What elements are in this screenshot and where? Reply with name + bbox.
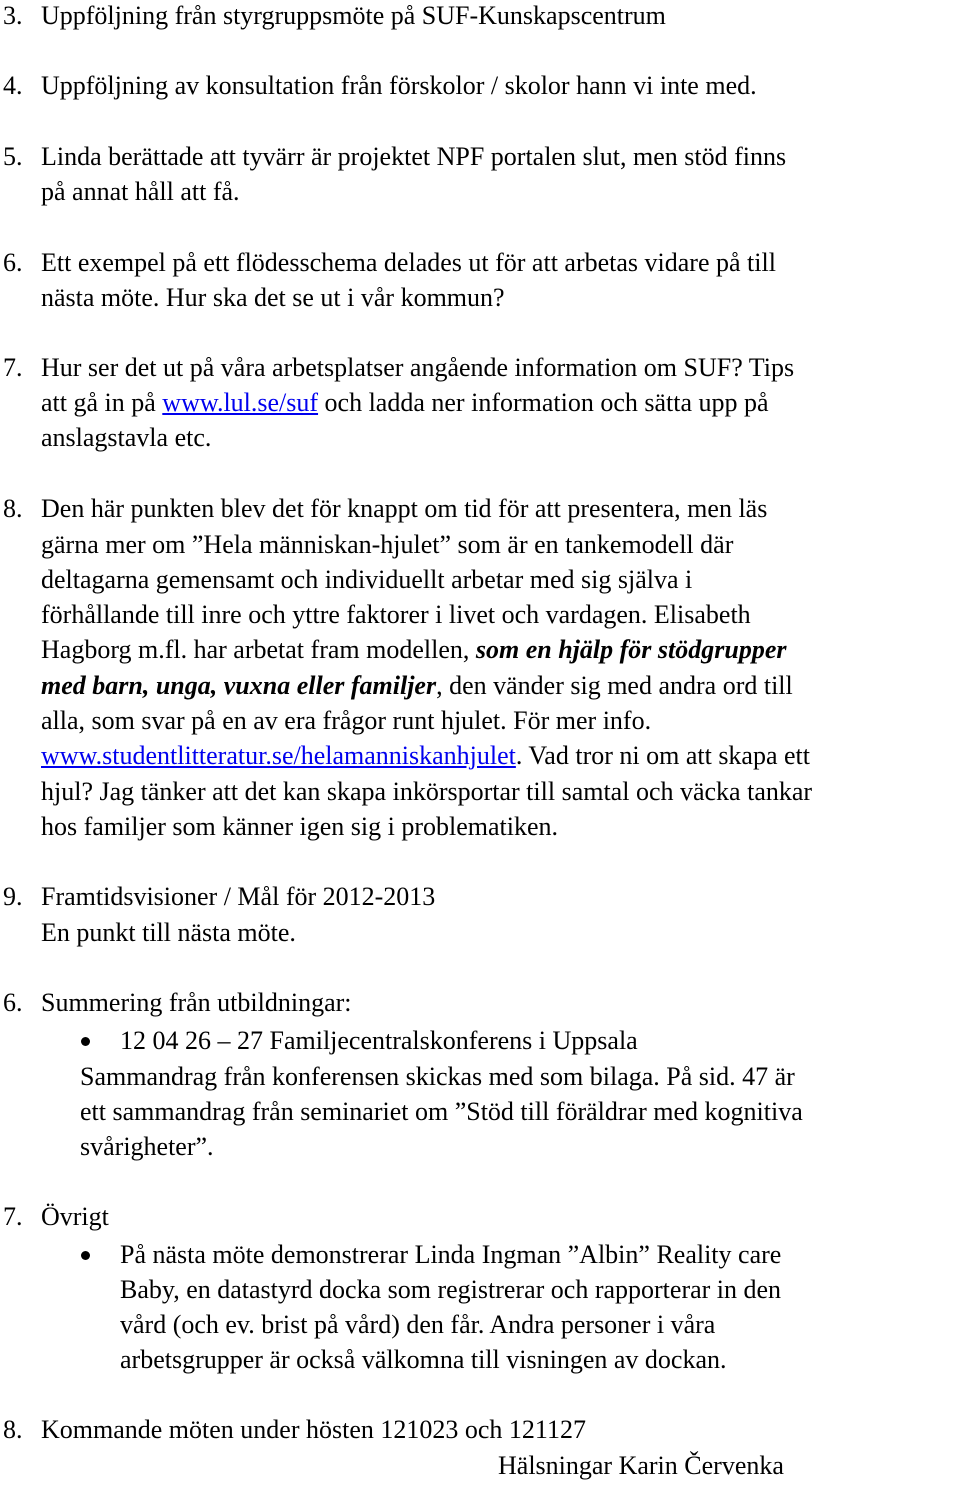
- section-8-text: Kommande möten under hösten 121023 och 121127: [41, 1415, 586, 1444]
- item-4-text: Uppföljning av konsultation från förskolor / skolor hann vi inte med.: [41, 71, 757, 100]
- item-7-line-2: [41, 386, 769, 420]
- item-8-line-6: [41, 669, 793, 703]
- item-9-line-2: En punkt till nästa möte.: [41, 918, 296, 947]
- item-9-number: 9.: [3, 882, 23, 911]
- bullet-icon: [81, 1251, 90, 1260]
- section-8-number: 8.: [3, 1415, 23, 1444]
- section-6-bullet-1: 12 04 26 – 27 Familjecentralskonferens i Uppsala: [120, 1026, 638, 1055]
- section-6-heading: Summering från utbildningar:: [41, 988, 352, 1017]
- section-6-number: 6.: [3, 988, 23, 1017]
- suf-link[interactable]: www.lul.se/suf: [162, 388, 319, 417]
- item-8-line-9: hjul? Jag tänker att det kan skapa inkörsportar till samtal och väcka tankar: [41, 777, 813, 806]
- item-6-line-2: nästa möte. Hur ska det se ut i vår kommun?: [41, 283, 505, 312]
- signature: Hälsningar Karin Červenka: [498, 1451, 784, 1480]
- item-9-line-1: Framtidsvisioner / Mål för 2012-2013: [41, 882, 436, 911]
- bullet-icon: [81, 1037, 90, 1046]
- item-8-line-6-end: , den vänder sig med andra ord till: [436, 671, 793, 700]
- item-8-line-8-end: . Vad tror ni om att skapa ett: [515, 741, 810, 770]
- item-8-line-8: [41, 739, 810, 773]
- studentlitteratur-link[interactable]: www.studentlitteratur.se/helamanniskanhjulet: [41, 741, 516, 770]
- item-8-line-1: Den här punkten blev det för knappt om tid för att presentera, men läs: [41, 494, 768, 523]
- item-7-line-1: Hur ser det ut på våra arbetsplatser angående information om SUF? Tips: [41, 353, 795, 382]
- item-5-line-2: på annat håll att få.: [41, 177, 240, 206]
- section-6-para-2: ett sammandrag från seminariet om ”Stöd till föräldrar med kognitiva: [80, 1097, 803, 1126]
- item-8-line-2: gärna mer om ”Hela människan-hjulet” som är en tankemodell där: [41, 530, 734, 559]
- section-7-para-3: arbetsgrupper är också välkomna till visningen av dockan.: [120, 1345, 727, 1374]
- section-6-para-3: svårigheter”.: [80, 1132, 214, 1161]
- item-8-line-5-emphasis: som en hjälp för stödgrupper: [475, 635, 787, 664]
- item-6-number: 6.: [3, 248, 23, 277]
- item-8-line-10: hos familjer som känner igen sig i problematiken.: [41, 812, 558, 841]
- item-4-number: 4.: [3, 71, 23, 100]
- item-5-number: 5.: [3, 142, 23, 171]
- item-8-line-5-start: Hagborg m.fl. har arbetat fram modellen,: [41, 635, 476, 664]
- item-8-line-7: alla, som svar på en av era frågor runt hjulet. För mer info.: [41, 706, 652, 735]
- item-8-line-3: deltagarna gemensamt och individuellt arbetar med sig själva i: [41, 565, 693, 594]
- item-3-text: Uppföljning från styrgruppsmöte på SUF-Kunskapscentrum: [41, 1, 666, 30]
- item-7-line-2-start: att gå in på: [41, 388, 163, 417]
- section-7-para-2: vård (och ev. brist på vård) den får. Andra personer i våra: [120, 1310, 716, 1339]
- item-3-number: 3.: [3, 1, 23, 30]
- item-7-line-3: anslagstavla etc.: [41, 423, 212, 452]
- item-8-line-4: förhållande till inre och yttre faktorer i livet och vardagen. Elisabeth: [41, 600, 751, 629]
- section-6-para-1: Sammandrag från konferensen skickas med som bilaga. På sid. 47 är: [80, 1062, 795, 1091]
- item-7-number: 7.: [3, 353, 23, 382]
- section-7-number: 7.: [3, 1202, 23, 1231]
- section-7-bullet-1: På nästa möte demonstrerar Linda Ingman ”Albin” Reality care: [120, 1240, 782, 1269]
- item-8-number: 8.: [3, 494, 23, 523]
- section-7-para-1: Baby, en datastyrd docka som registrerar och rapporterar in den: [120, 1275, 782, 1304]
- item-5-line-1: Linda berättade att tyvärr är projektet NPF portalen slut, men stöd finns: [41, 142, 787, 171]
- item-8-line-5: [41, 633, 786, 667]
- item-8-line-6-emphasis: med barn, unga, vuxna eller familjer: [41, 671, 437, 700]
- section-7-heading: Övrigt: [41, 1202, 109, 1231]
- item-7-line-2-end: och ladda ner information och sätta upp på: [318, 388, 769, 417]
- item-6-line-1: Ett exempel på ett flödesschema delades ut för att arbetas vidare på till: [41, 248, 776, 277]
